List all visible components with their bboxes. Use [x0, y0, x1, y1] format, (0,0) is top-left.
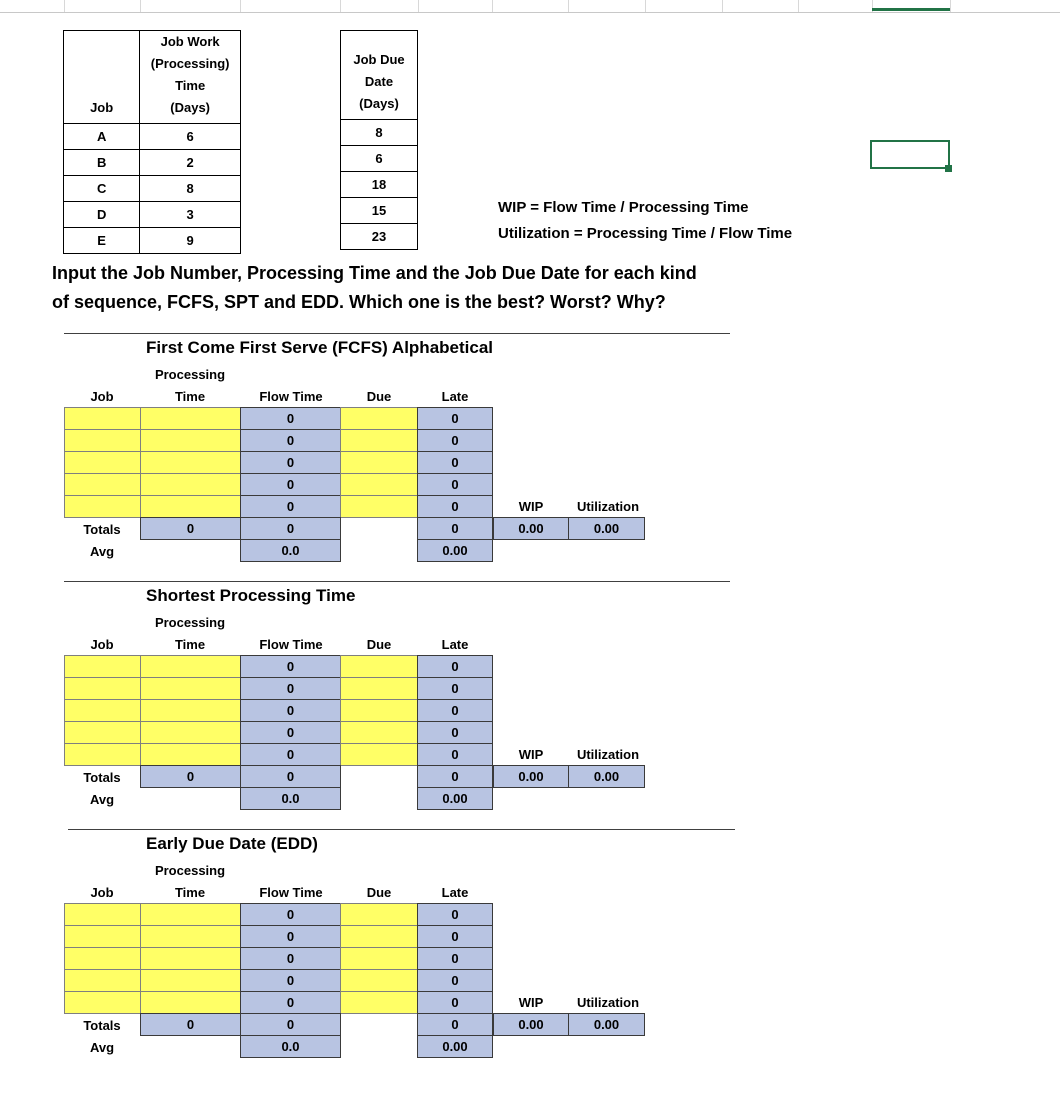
job-input-cell[interactable] [64, 429, 141, 452]
header-due: Due [366, 389, 392, 404]
header-job: Job [90, 885, 114, 900]
processing-time-input-cell[interactable] [140, 473, 241, 496]
total-flow-cell[interactable]: 0 [240, 517, 341, 540]
flow-time-cell[interactable]: 0 [240, 699, 341, 722]
total-flow-cell[interactable]: 0 [240, 765, 341, 788]
late-cell[interactable]: 0 [417, 721, 493, 744]
job-input-cell[interactable] [64, 655, 141, 678]
flow-time-cell[interactable]: 0 [240, 407, 341, 430]
avg-flow-cell[interactable]: 0.0 [240, 787, 341, 810]
due-input-cell[interactable] [340, 925, 418, 948]
job-input-cell[interactable] [64, 903, 141, 926]
avg-flow-cell[interactable]: 0.0 [240, 1035, 341, 1058]
utilization-label: Utilization [576, 499, 640, 514]
avg-label: Avg [89, 1040, 115, 1055]
due-input-cell[interactable] [340, 743, 418, 766]
wip-formula: WIP = Flow Time / Processing Time [498, 199, 749, 216]
header-time: Time [174, 637, 206, 652]
flow-time-cell[interactable]: 0 [240, 743, 341, 766]
processing-time-input-cell[interactable] [140, 699, 241, 722]
due-input-cell[interactable] [340, 429, 418, 452]
header-time: Time [174, 885, 206, 900]
header-job: Job [90, 389, 114, 404]
processing-time-input-cell[interactable] [140, 451, 241, 474]
flow-time-cell[interactable]: 0 [240, 429, 341, 452]
processing-time-input-cell[interactable] [140, 721, 241, 744]
header-late: Late [441, 389, 469, 404]
work-cell[interactable]: 3 [140, 202, 241, 228]
flow-time-cell[interactable]: 0 [240, 947, 341, 970]
total-processing-cell[interactable]: 0 [140, 517, 241, 540]
section-title: Early Due Date (EDD) [146, 834, 318, 853]
late-cell[interactable]: 0 [417, 903, 493, 926]
late-cell[interactable]: 0 [417, 969, 493, 992]
header-flow-time: Flow Time [259, 389, 323, 404]
due-cell[interactable]: 8 [341, 120, 418, 146]
processing-time-input-cell[interactable] [140, 655, 241, 678]
flow-time-cell[interactable]: 0 [240, 903, 341, 926]
processing-time-input-cell[interactable] [140, 407, 241, 430]
processing-time-input-cell[interactable] [140, 991, 241, 1014]
job-input-cell[interactable] [64, 473, 141, 496]
spreadsheet-top-gridlines [0, 0, 1060, 13]
header-flow-time: Flow Time [259, 637, 323, 652]
late-cell[interactable]: 0 [417, 655, 493, 678]
job-cell[interactable]: A [64, 124, 140, 150]
flow-time-cell[interactable]: 0 [240, 655, 341, 678]
wip-cell[interactable]: 0.00 [493, 765, 569, 788]
total-late-cell[interactable]: 0 [417, 765, 493, 788]
due-input-cell[interactable] [340, 495, 418, 518]
totals-label: Totals [83, 522, 121, 537]
flow-time-cell[interactable]: 0 [240, 495, 341, 518]
work-cell[interactable]: 9 [140, 228, 241, 254]
job-input-cell[interactable] [64, 721, 141, 744]
late-cell[interactable]: 0 [417, 677, 493, 700]
header-late: Late [441, 637, 469, 652]
section-title: Shortest Processing Time [146, 586, 356, 605]
header-flow-time: Flow Time [259, 885, 323, 900]
total-flow-cell[interactable]: 0 [240, 1013, 341, 1036]
wip-label: WIP [518, 499, 544, 514]
processing-time-input-cell[interactable] [140, 925, 241, 948]
late-cell[interactable]: 0 [417, 451, 493, 474]
work-cell[interactable]: 2 [140, 150, 241, 176]
wip-cell[interactable]: 0.00 [493, 517, 569, 540]
total-late-cell[interactable]: 0 [417, 1013, 493, 1036]
due-input-cell[interactable] [340, 451, 418, 474]
avg-late-cell[interactable]: 0.00 [417, 787, 493, 810]
avg-label: Avg [89, 792, 115, 807]
flow-time-cell[interactable]: 0 [240, 677, 341, 700]
header-due-date: Job Due Date (Days) [341, 31, 418, 120]
job-work-table [63, 30, 241, 254]
late-cell[interactable]: 0 [417, 495, 493, 518]
utilization-label: Utilization [576, 747, 640, 762]
late-cell[interactable]: 0 [417, 473, 493, 496]
due-cell[interactable]: 23 [341, 224, 418, 250]
due-input-cell[interactable] [340, 721, 418, 744]
section-divider [64, 581, 730, 582]
due-input-cell[interactable] [340, 655, 418, 678]
header-due: Due [366, 637, 392, 652]
processing-time-input-cell[interactable] [140, 947, 241, 970]
due-input-cell[interactable] [340, 969, 418, 992]
header-late: Late [441, 885, 469, 900]
utilization-cell[interactable]: 0.00 [568, 1013, 645, 1036]
instructions-line-2: of sequence, FCFS, SPT and EDD. Which one is the best? Worst? Why? [52, 292, 666, 312]
work-cell[interactable]: 8 [140, 176, 241, 202]
header-job: Job [90, 637, 114, 652]
wip-cell[interactable]: 0.00 [493, 1013, 569, 1036]
section-divider [68, 829, 735, 830]
avg-flow-cell[interactable]: 0.0 [240, 539, 341, 562]
table-row [64, 124, 241, 150]
late-cell[interactable]: 0 [417, 925, 493, 948]
job-cell[interactable]: D [64, 202, 140, 228]
processing-time-input-cell[interactable] [140, 495, 241, 518]
due-input-cell[interactable] [340, 991, 418, 1014]
due-cell[interactable]: 15 [341, 198, 418, 224]
totals-label: Totals [83, 1018, 121, 1033]
job-input-cell[interactable] [64, 495, 141, 518]
due-input-cell[interactable] [340, 677, 418, 700]
avg-late-cell[interactable]: 0.00 [417, 539, 493, 562]
utilization-formula: Utilization = Processing Time / Flow Time [498, 225, 793, 242]
processing-time-input-cell[interactable] [140, 743, 241, 766]
job-input-cell[interactable] [64, 407, 141, 430]
instructions-line-1: Input the Job Number, Processing Time and the Job Due Date for each kind [52, 263, 697, 283]
processing-time-input-cell[interactable] [140, 429, 241, 452]
due-input-cell[interactable] [340, 903, 418, 926]
header-processing: Processing [154, 367, 226, 382]
job-due-table [340, 30, 418, 250]
table-row [64, 228, 241, 254]
job-input-cell[interactable] [64, 677, 141, 700]
utilization-label: Utilization [576, 995, 640, 1010]
total-processing-cell[interactable]: 0 [140, 765, 241, 788]
flow-time-cell[interactable]: 0 [240, 473, 341, 496]
processing-time-input-cell[interactable] [140, 677, 241, 700]
header-processing: Processing [154, 863, 226, 878]
job-input-cell[interactable] [64, 925, 141, 948]
job-input-cell[interactable] [64, 743, 141, 766]
header-time: Time [174, 389, 206, 404]
header-due: Due [366, 885, 392, 900]
late-cell[interactable]: 0 [417, 991, 493, 1014]
late-cell[interactable]: 0 [417, 407, 493, 430]
processing-time-input-cell[interactable] [140, 969, 241, 992]
utilization-cell[interactable]: 0.00 [568, 517, 645, 540]
job-cell[interactable]: B [64, 150, 140, 176]
due-input-cell[interactable] [340, 407, 418, 430]
totals-label: Totals [83, 770, 121, 785]
fill-handle[interactable] [945, 165, 952, 172]
header-job: Job [64, 31, 140, 124]
due-input-cell[interactable] [340, 473, 418, 496]
section-divider [64, 333, 730, 334]
due-input-cell[interactable] [340, 699, 418, 722]
due-cell[interactable]: 6 [341, 146, 418, 172]
section-title: First Come First Serve (FCFS) Alphabetical [146, 338, 493, 357]
job-input-cell[interactable] [64, 969, 141, 992]
wip-label: WIP [518, 747, 544, 762]
utilization-cell[interactable]: 0.00 [568, 765, 645, 788]
job-input-cell[interactable] [64, 947, 141, 970]
header-processing: Processing [154, 615, 226, 630]
column-highlight-marker [872, 8, 950, 11]
flow-time-cell[interactable]: 0 [240, 451, 341, 474]
wip-label: WIP [518, 995, 544, 1010]
total-processing-cell[interactable]: 0 [140, 1013, 241, 1036]
flow-time-cell[interactable]: 0 [240, 925, 341, 948]
late-cell[interactable]: 0 [417, 947, 493, 970]
job-input-cell[interactable] [64, 451, 141, 474]
avg-late-cell[interactable]: 0.00 [417, 1035, 493, 1058]
table-row [64, 150, 241, 176]
flow-time-cell[interactable]: 0 [240, 969, 341, 992]
table-row [64, 202, 241, 228]
job-cell[interactable]: E [64, 228, 140, 254]
due-cell[interactable]: 18 [341, 172, 418, 198]
processing-time-input-cell[interactable] [140, 903, 241, 926]
late-cell[interactable]: 0 [417, 699, 493, 722]
job-cell[interactable]: C [64, 176, 140, 202]
selected-cell[interactable] [870, 140, 950, 169]
due-input-cell[interactable] [340, 947, 418, 970]
job-input-cell[interactable] [64, 699, 141, 722]
flow-time-cell[interactable]: 0 [240, 991, 341, 1014]
flow-time-cell[interactable]: 0 [240, 721, 341, 744]
work-cell[interactable]: 6 [140, 124, 241, 150]
avg-label: Avg [89, 544, 115, 559]
table-row [64, 176, 241, 202]
late-cell[interactable]: 0 [417, 429, 493, 452]
late-cell[interactable]: 0 [417, 743, 493, 766]
total-late-cell[interactable]: 0 [417, 517, 493, 540]
job-input-cell[interactable] [64, 991, 141, 1014]
header-work-time: Job Work (Processing) Time (Days) [140, 31, 241, 124]
